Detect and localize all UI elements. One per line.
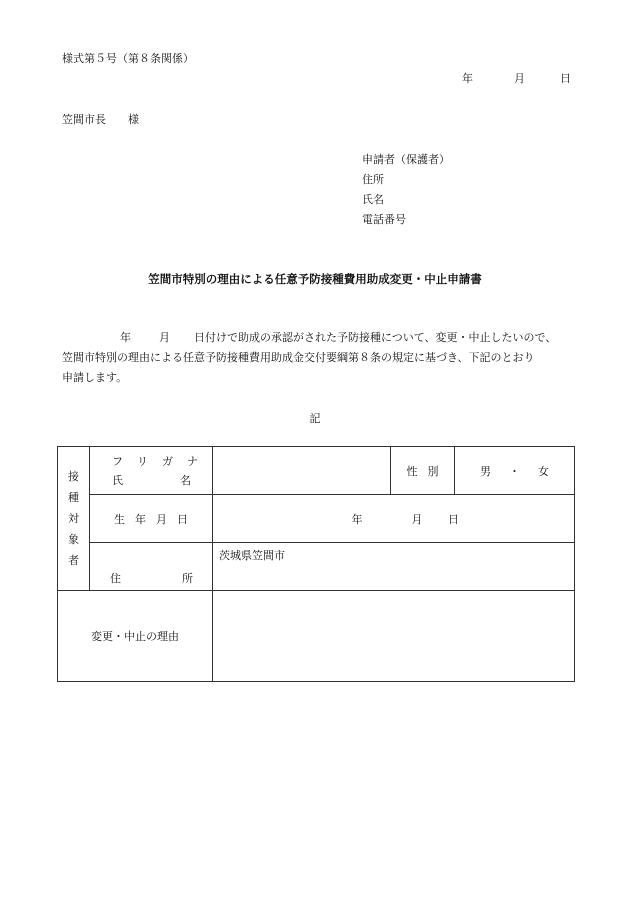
name-label-cell [90, 447, 213, 495]
sex-option-female: 女 [538, 464, 549, 478]
sex-label: 性 別 [391, 447, 455, 495]
body-year: 年 [120, 331, 131, 344]
applicant-address-label: 住所 [362, 173, 384, 186]
birthdate-input-cell[interactable]: 年 月 日 [213, 495, 575, 543]
addressee: 笠間市長 様 [62, 113, 139, 126]
ki-mark: 記 [309, 412, 321, 425]
name-input-cell[interactable] [213, 447, 391, 495]
date-year-unit: 年 [462, 72, 473, 85]
reason-input-cell[interactable] [213, 591, 575, 682]
body-line-1-rest: 日付けで助成の承認がされた予防接種について、変更・中止したいので、 [194, 331, 557, 344]
body-month: 月 [159, 331, 170, 344]
applicant-phone-label: 電話番号 [362, 213, 406, 226]
name-label: 氏 名 [112, 474, 191, 487]
vaccination-target-label: 接 種 対 象 者 [58, 447, 90, 591]
applicant-block [362, 150, 450, 230]
birthdate-label: 生 年 月 日 [90, 495, 213, 543]
furigana-label: フ リ ガ ナ [112, 455, 198, 468]
body-text [62, 328, 577, 388]
sex-option-male: 男 [480, 464, 491, 478]
sex-options[interactable]: 男 ・ 女 [455, 447, 575, 495]
address-input-cell[interactable]: 茨城県笠間市 [213, 543, 575, 591]
form-number: 様式第５号（第８条関係） [62, 52, 194, 65]
document-title: 笠間市特別の理由による任意予防接種費用助成変更・中止申請書 [148, 272, 482, 286]
reason-label: 変更・中止の理由 [58, 591, 213, 682]
date-month-unit: 月 [514, 72, 525, 85]
application-table [57, 446, 575, 682]
submission-date [462, 70, 571, 86]
date-day-unit: 日 [560, 72, 571, 85]
body-line-2: 笠間市特別の理由による任意予防接種費用助成金交付要綱第８条の規定に基づき、下記のとおり [62, 351, 535, 364]
applicant-title: 申請者（保護者） [362, 153, 450, 166]
body-line-3: 申請します。 [62, 371, 128, 384]
address-label: 住 所 [90, 543, 213, 591]
body-line-1 [62, 328, 577, 348]
applicant-name-label: 氏名 [362, 193, 384, 206]
